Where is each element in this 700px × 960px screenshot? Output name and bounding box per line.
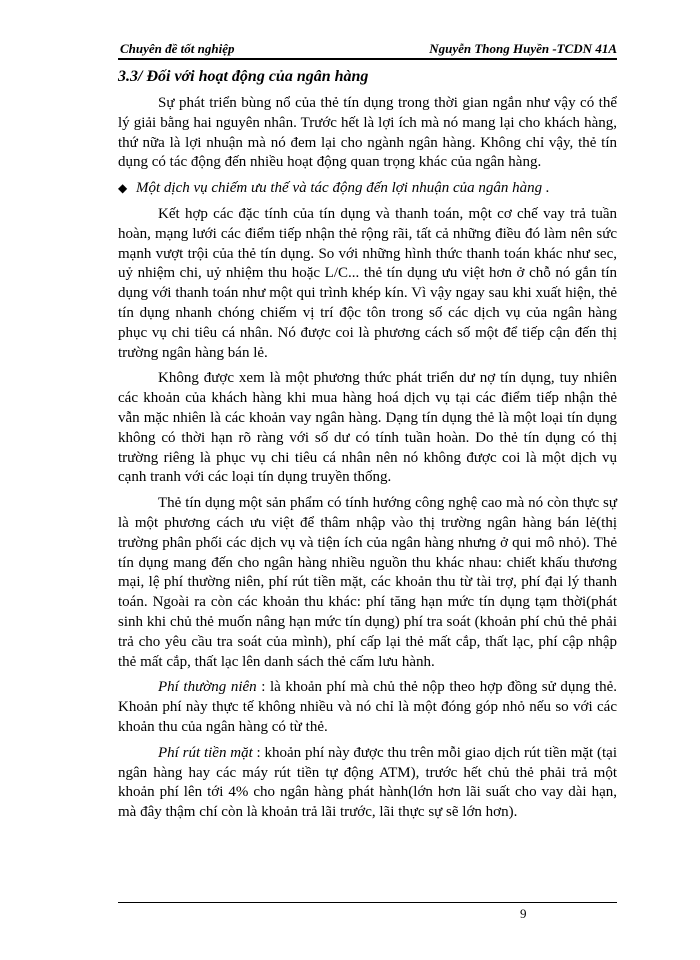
footer-rule: [118, 902, 617, 903]
page-body: [118, 66, 617, 829]
bullet-heading: [118, 179, 617, 199]
term-cash-advance-fee: Phí rút tiền mặt: [158, 744, 253, 761]
page-number: 9: [520, 906, 527, 921]
section-heading: 3.3/ Đối với hoạt động của ngân hàng: [118, 68, 369, 85]
header-right: Nguyễn Thong Huyền -TCDN 41A: [429, 41, 617, 56]
bullet-heading-text: Một dịch vụ chiếm ưu thế và tác động đến lợi nhuận của ngân hàng .: [136, 180, 550, 197]
paragraph-2: Kết hợp các đặc tính của tín dụng và thanh toán, một cơ chế vay trả tuần hoàn, mạng lưới các điểm tiếp nhận thẻ rộng rãi, tất cả những điều đó làm nên sức mạnh vượt trội của thẻ tín dụng. So với những hình thức thanh toán khác như sec, uỷ nhiệm chi, uỷ nhiệm thu hoặc L/C... thẻ tín dụng ưu việt hơn ở chỗ nó gắn tín dụng với thanh toán như một qui trình khép kín. Vì vậy ngay sau khi xuất hiện, thẻ tín dụng nhanh chóng chiếm vị trí độc tôn trong số các dịch vụ của ngân hàng phục vụ chi tiêu cá nhân. Nó được coi là phương cách số một để tiếp cận đến thị trường ngân hàng bán lẻ.: [118, 205, 617, 361]
header-rule: [118, 58, 617, 60]
term-annual-fee: Phí thường niên: [158, 679, 257, 696]
diamond-bullet-icon: ◆: [118, 181, 128, 196]
paragraph-6: [118, 744, 617, 823]
paragraph-1: Sự phát triển bùng nổ của thẻ tín dụng trong thời gian ngắn như vậy có thể lý giải bằng hai nguyên nhân. Trước hết là lợi ích mà nó mang lại cho khách hàng, thứ nữa là lợi nhuận mà nó đem lại cho ngành ngân hàng. Không chỉ vậy, thẻ tín dụng có tác động đến nhiều hoạt động quan trọng khác của ngân hàng.: [118, 95, 617, 171]
paragraph-4: Thẻ tín dụng một sản phẩm có tính hướng công nghệ cao mà nó còn thực sự là một phương cách ưu việt để thâm nhập vào thị trường ngân hàng bán lẻ(thị trường phân phối các dịch vụ và tiện ích của ngân hàng nhưng ở qui mô nhỏ). Thẻ tín dụng mang đến cho ngân hàng nhiều nguồn thu khác nhau: chiết khấu thương mại, lệ phí thường niên, phí rút tiền mặt, các khoản thu từ tài trợ, phí đại lý thanh toán. Ngoài ra còn các khoản thu khác: phí tăng hạn mức tín dụng tạm thời(phát sinh khi chủ thẻ muốn nâng hạn mức tín dụng) phí tra soát (khoản phí chủ thẻ phải trả cho yêu cầu tra soát của mình), phí cấp lại thẻ mất cắp, thất lạc, phí cập nhập thẻ mất cắp, thất lạc lên danh sách thẻ cấm lưu hành.: [118, 495, 617, 670]
header-left: Chuyên đề tốt nghiệp: [120, 41, 235, 56]
paragraph-5-text: : là khoản phí mà chủ thẻ nộp theo hợp đồng sử dụng thẻ. Khoản phí này thực tế không nhiều và nó chỉ là một đóng góp nhỏ nếu so với các khoản thu của ngân hàng có từ thẻ.: [118, 679, 617, 735]
paragraph-5: [118, 678, 617, 737]
paragraph-3: Không được xem là một phương thức phát triển dư nợ tín dụng, tuy nhiên các khoản của khách hàng khi mua hàng hoá dịch vụ tại các điểm tiếp nhận thẻ vẫn mặc nhiên là các khoản vay ngân hàng. Dạng tín dụng thẻ là một loại tín dụng không có thời hạn rõ ràng với số dư có tính tuần hoàn. Do thẻ tín dụng có thị trường riêng là phục vụ chi tiêu cá nhân nên nó không được coi là một dịch vụ cạnh tranh với các loại tín dụng truyền thống.: [118, 370, 617, 486]
page-header: [120, 40, 617, 58]
paragraph-6-text: : khoản phí này được thu trên mỗi giao dịch rút tiền mặt (tại ngân hàng hay các máy rút tiền tự động ATM), trước hết chủ thẻ phải trả một khoản phí lên tới 4% cho ngân hàng phát hành(lớn hơn lãi suất cho vay dài hạn, mà đây thậm chí còn là khoản trả lãi trước, lãi thực sự sẽ lớn hơn).: [118, 744, 618, 821]
